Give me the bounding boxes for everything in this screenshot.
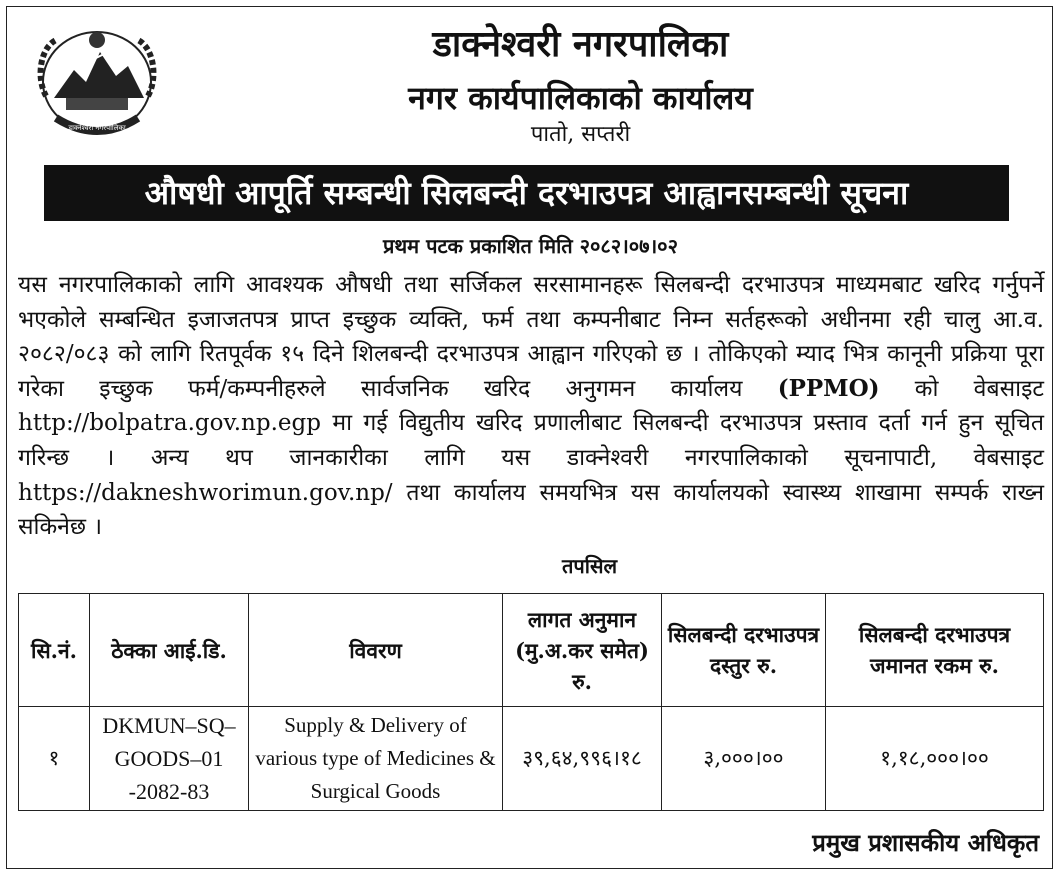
header-contract-id: ठेक्का आई.डि. xyxy=(90,594,249,707)
notice-title: औषधी आपूर्ति सम्बन्धी सिलबन्दी दरभाउपत्र आह्वानसम्बन्धी सूचना xyxy=(44,165,1009,221)
cell-sn: १ xyxy=(19,707,90,811)
header-description: विवरण xyxy=(249,594,503,707)
svg-text:डाक्नेश्वरी नगरपालिका: डाक्नेश्वरी नगरपालिका xyxy=(68,124,126,132)
body-text-1: यस नगरपालिकाको लागि आवश्यक औषधी तथा सर्जिकल सरसामानहरू सिलबन्दी दरभाउपत्र माध्यमबाट खरिद गर्नुपर्ने भएकोले सम्बन्धित इजाजतपत्र प्राप्त इच्छुक व्यक्ति, फर्म तथा कम्पनीबाट निम्न सर्तहरूको अधीनमा रही चालु आ.व. २०८२/०८३ को लागि रितपूर्वक १५ दिने शिलबन्दी दरभाउपत्र आह्वान गरिएको छ । तोकिएको म्याद भित्र कानूनी प्रक्रिया पूरा गरेका इच्छुक फर्म/कम्पनीहरुले सार्वजनिक खरिद अनुगमन कार्यालय xyxy=(18,272,1044,402)
office-name: नगर कार्यपालिकाको कार्यालय xyxy=(408,79,753,117)
cell-fee: ३,०००।०० xyxy=(662,707,826,811)
header-sn: सि.नं. xyxy=(19,594,90,707)
cell-security: १,१८,०००।०० xyxy=(826,707,1044,811)
table-header-row xyxy=(19,594,1044,707)
notice-body xyxy=(18,268,1044,545)
header-estimate: लागत अनुमान (मु.अ.कर समेत) रु. xyxy=(503,594,662,707)
cell-description: Supply & Delivery of various type of Medicines & Surgical Goods xyxy=(249,707,503,811)
cell-estimate: ३९,६४,९९६।१८ xyxy=(503,707,662,811)
office-location: पातो, सप्तरी xyxy=(530,122,631,147)
published-date: प्रथम पटक प्रकाशित मिति २०८२।०७।०२ xyxy=(383,234,678,258)
tender-table xyxy=(18,593,1044,811)
schedule-label: तपसिल xyxy=(562,554,618,578)
cell-contract-id: DKMUN–SQ–GOODS–01 -2082-83 xyxy=(90,707,249,811)
municipality-name: डाक्नेश्वरी नगरपालिका xyxy=(432,23,729,65)
signatory: प्रमुख प्रशासकीय अधिकृत xyxy=(812,828,1039,857)
table-row xyxy=(19,707,1044,811)
ppmo-text: (PPMO) xyxy=(777,374,880,402)
header-security: सिलबन्दी दरभाउपत्र जमानत रकम रु. xyxy=(826,594,1044,707)
header-fee: सिलबन्दी दरभाउपत्र दस्तुर रु. xyxy=(662,594,826,707)
body-text-2: को वेबसाइट http://bolpatra.gov.np.egp मा गई विद्युतीय खरिद प्रणालीबाट सिलबन्दी दरभाउपत्र प्रस्ताव दर्ता गर्न हुन सूचित गरिन्छ । अन्य थप जानकारीका लागि यस डाक्नेश्वरी नगरपालिकाको सूचनापाटी, वेबसाइट https://dakneshworimun.gov.np/ तथा कार्यालय समयभित्र यस कार्यालयको स्वास्थ्य शाखामा सम्पर्क राख्न सकिनेछ । xyxy=(18,375,1044,541)
